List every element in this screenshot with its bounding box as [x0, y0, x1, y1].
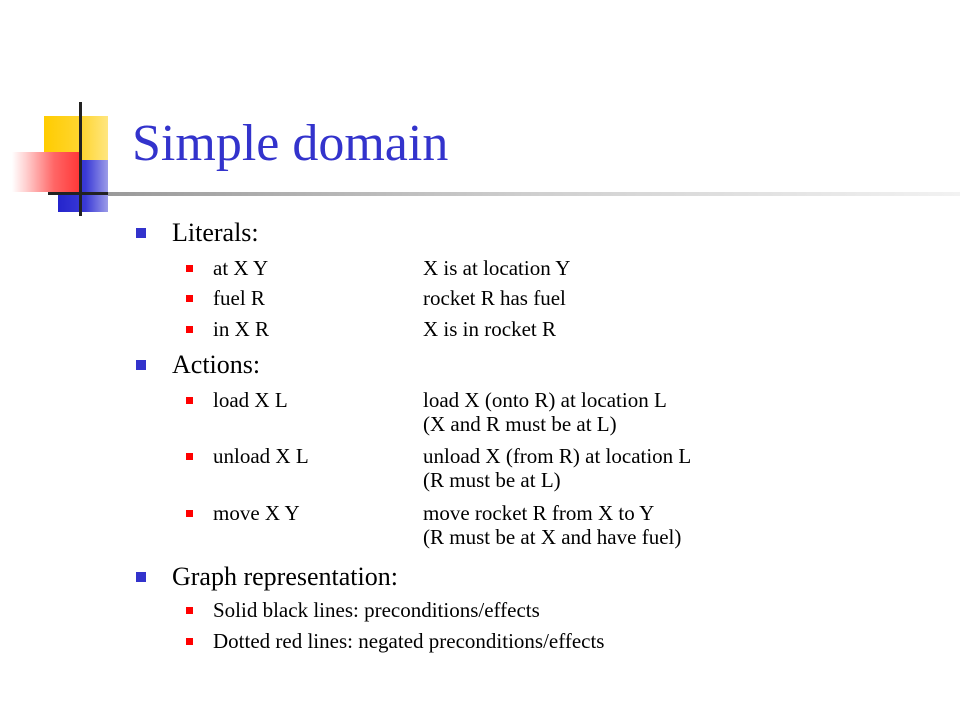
item-text: Dotted red lines: negated preconditions/effects [213, 629, 605, 653]
item-term: at X Y [213, 256, 269, 280]
item-term: unload X L [213, 444, 309, 468]
section-heading: Actions: [172, 350, 261, 379]
item-term: move X Y [213, 501, 300, 525]
item-term: load X L [213, 388, 288, 412]
level2-bullet-icon [186, 510, 193, 517]
level1-bullet-icon [136, 228, 146, 238]
level2-bullet-icon [186, 638, 193, 645]
item-term: fuel R [213, 286, 265, 310]
item-description-note: (R must be at X and have fuel) [423, 525, 682, 549]
item-description: rocket R has fuel [423, 286, 566, 310]
level1-bullet-icon [136, 360, 146, 370]
item-text: Solid black lines: preconditions/effects [213, 598, 540, 622]
item-description: X is at location Y [423, 256, 571, 280]
item-description: load X (onto R) at location L [423, 388, 667, 412]
section-heading: Graph representation: [172, 562, 398, 591]
item-description: move rocket R from X to Y [423, 501, 655, 525]
level2-bullet-icon [186, 265, 193, 272]
item-description: unload X (from R) at location L [423, 444, 692, 468]
item-description-note: (X and R must be at L) [423, 412, 617, 436]
level2-bullet-icon [186, 326, 193, 333]
item-description-note: (R must be at L) [423, 468, 561, 492]
level2-bullet-icon [186, 453, 193, 460]
level2-bullet-icon [186, 607, 193, 614]
level2-bullet-icon [186, 397, 193, 404]
level1-bullet-icon [136, 572, 146, 582]
slide-title: Simple domain [132, 115, 449, 172]
item-description: X is in rocket R [423, 317, 556, 341]
item-term: in X R [213, 317, 270, 341]
level2-bullet-icon [186, 295, 193, 302]
section-heading: Literals: [172, 218, 259, 247]
